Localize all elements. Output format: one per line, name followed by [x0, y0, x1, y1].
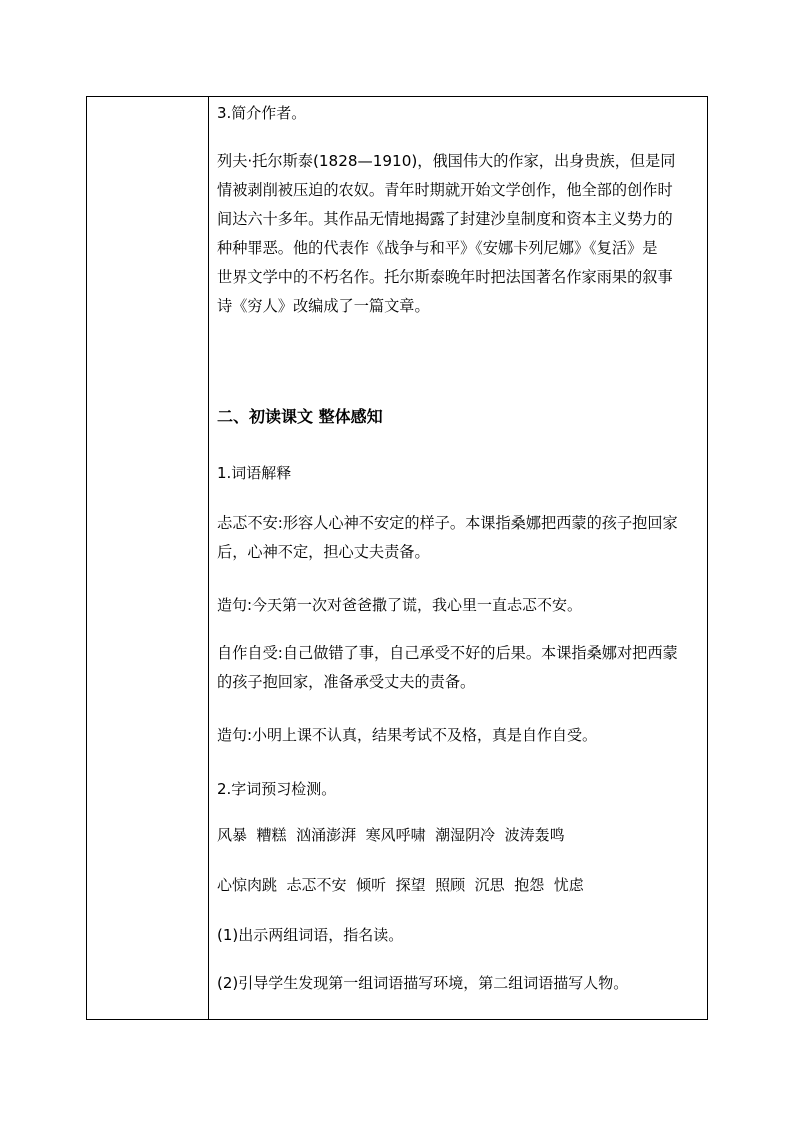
section2-heading: 二、初读课文 整体感知	[217, 407, 383, 426]
author-intro-paragraph	[217, 147, 699, 321]
item3-title: 3.简介作者。	[217, 104, 307, 122]
author-line: 种种罪恶。他的代表作《战争与和平》《安娜卡列尼娜》《复活》是	[217, 239, 658, 257]
author-line: 世界文学中的不朽名作。托尔斯泰晚年时把法国著名作家雨果的叙事	[217, 268, 673, 286]
author-line: 间达六十多年。其作品无情地揭露了封建沙皇制度和资本主义势力的	[217, 210, 673, 228]
definition-line: 忐忑不安:形容人心神不安定的样子。本课指桑娜把西蒙的孩子抱回家	[217, 514, 678, 532]
author-line: 列夫·托尔斯泰(1828—1910)，俄国伟大的作家，出身贵族，但是同	[217, 152, 676, 170]
definition-1	[217, 509, 699, 567]
table-content-cell	[217, 97, 699, 1019]
author-line: 诗《穷人》改编成了一篇文章。	[217, 297, 430, 315]
definition-line: 的孩子抱回家，准备承受丈夫的责备。	[217, 673, 476, 691]
word-group-1: 风暴 糟糕 汹涌澎湃 寒风呼啸 潮湿阴冷 波涛轰鸣	[217, 826, 565, 844]
step-1: (1)出示两组词语，指名读。	[217, 926, 404, 944]
item1-title: 1.词语解释	[217, 464, 292, 482]
example-sentence-1: 造句:今天第一次对爸爸撒了谎，我心里一直忐忑不安。	[217, 596, 583, 614]
definition-line: 自作自受:自己做错了事，自己承受不好的后果。本课指桑娜对把西蒙	[217, 644, 678, 662]
word-group-2: 心惊肉跳 忐忑不安 倾听 探望 照顾 沉思 抱怨 忧虑	[217, 876, 584, 894]
definition-2	[217, 639, 699, 697]
step-2: (2)引导学生发现第一组词语描写环境，第二组词语描写人物。	[217, 974, 629, 992]
item2-title: 2.字词预习检测。	[217, 780, 337, 798]
document-table	[86, 96, 708, 1020]
definition-line: 后，心神不定，担心丈夫责备。	[217, 543, 430, 561]
example-sentence-2: 造句:小明上课不认真，结果考试不及格，真是自作自受。	[217, 726, 598, 744]
table-left-column	[87, 97, 209, 1019]
author-line: 情被剥削被压迫的农奴。青年时期就开始文学创作，他全部的创作时	[217, 181, 673, 199]
